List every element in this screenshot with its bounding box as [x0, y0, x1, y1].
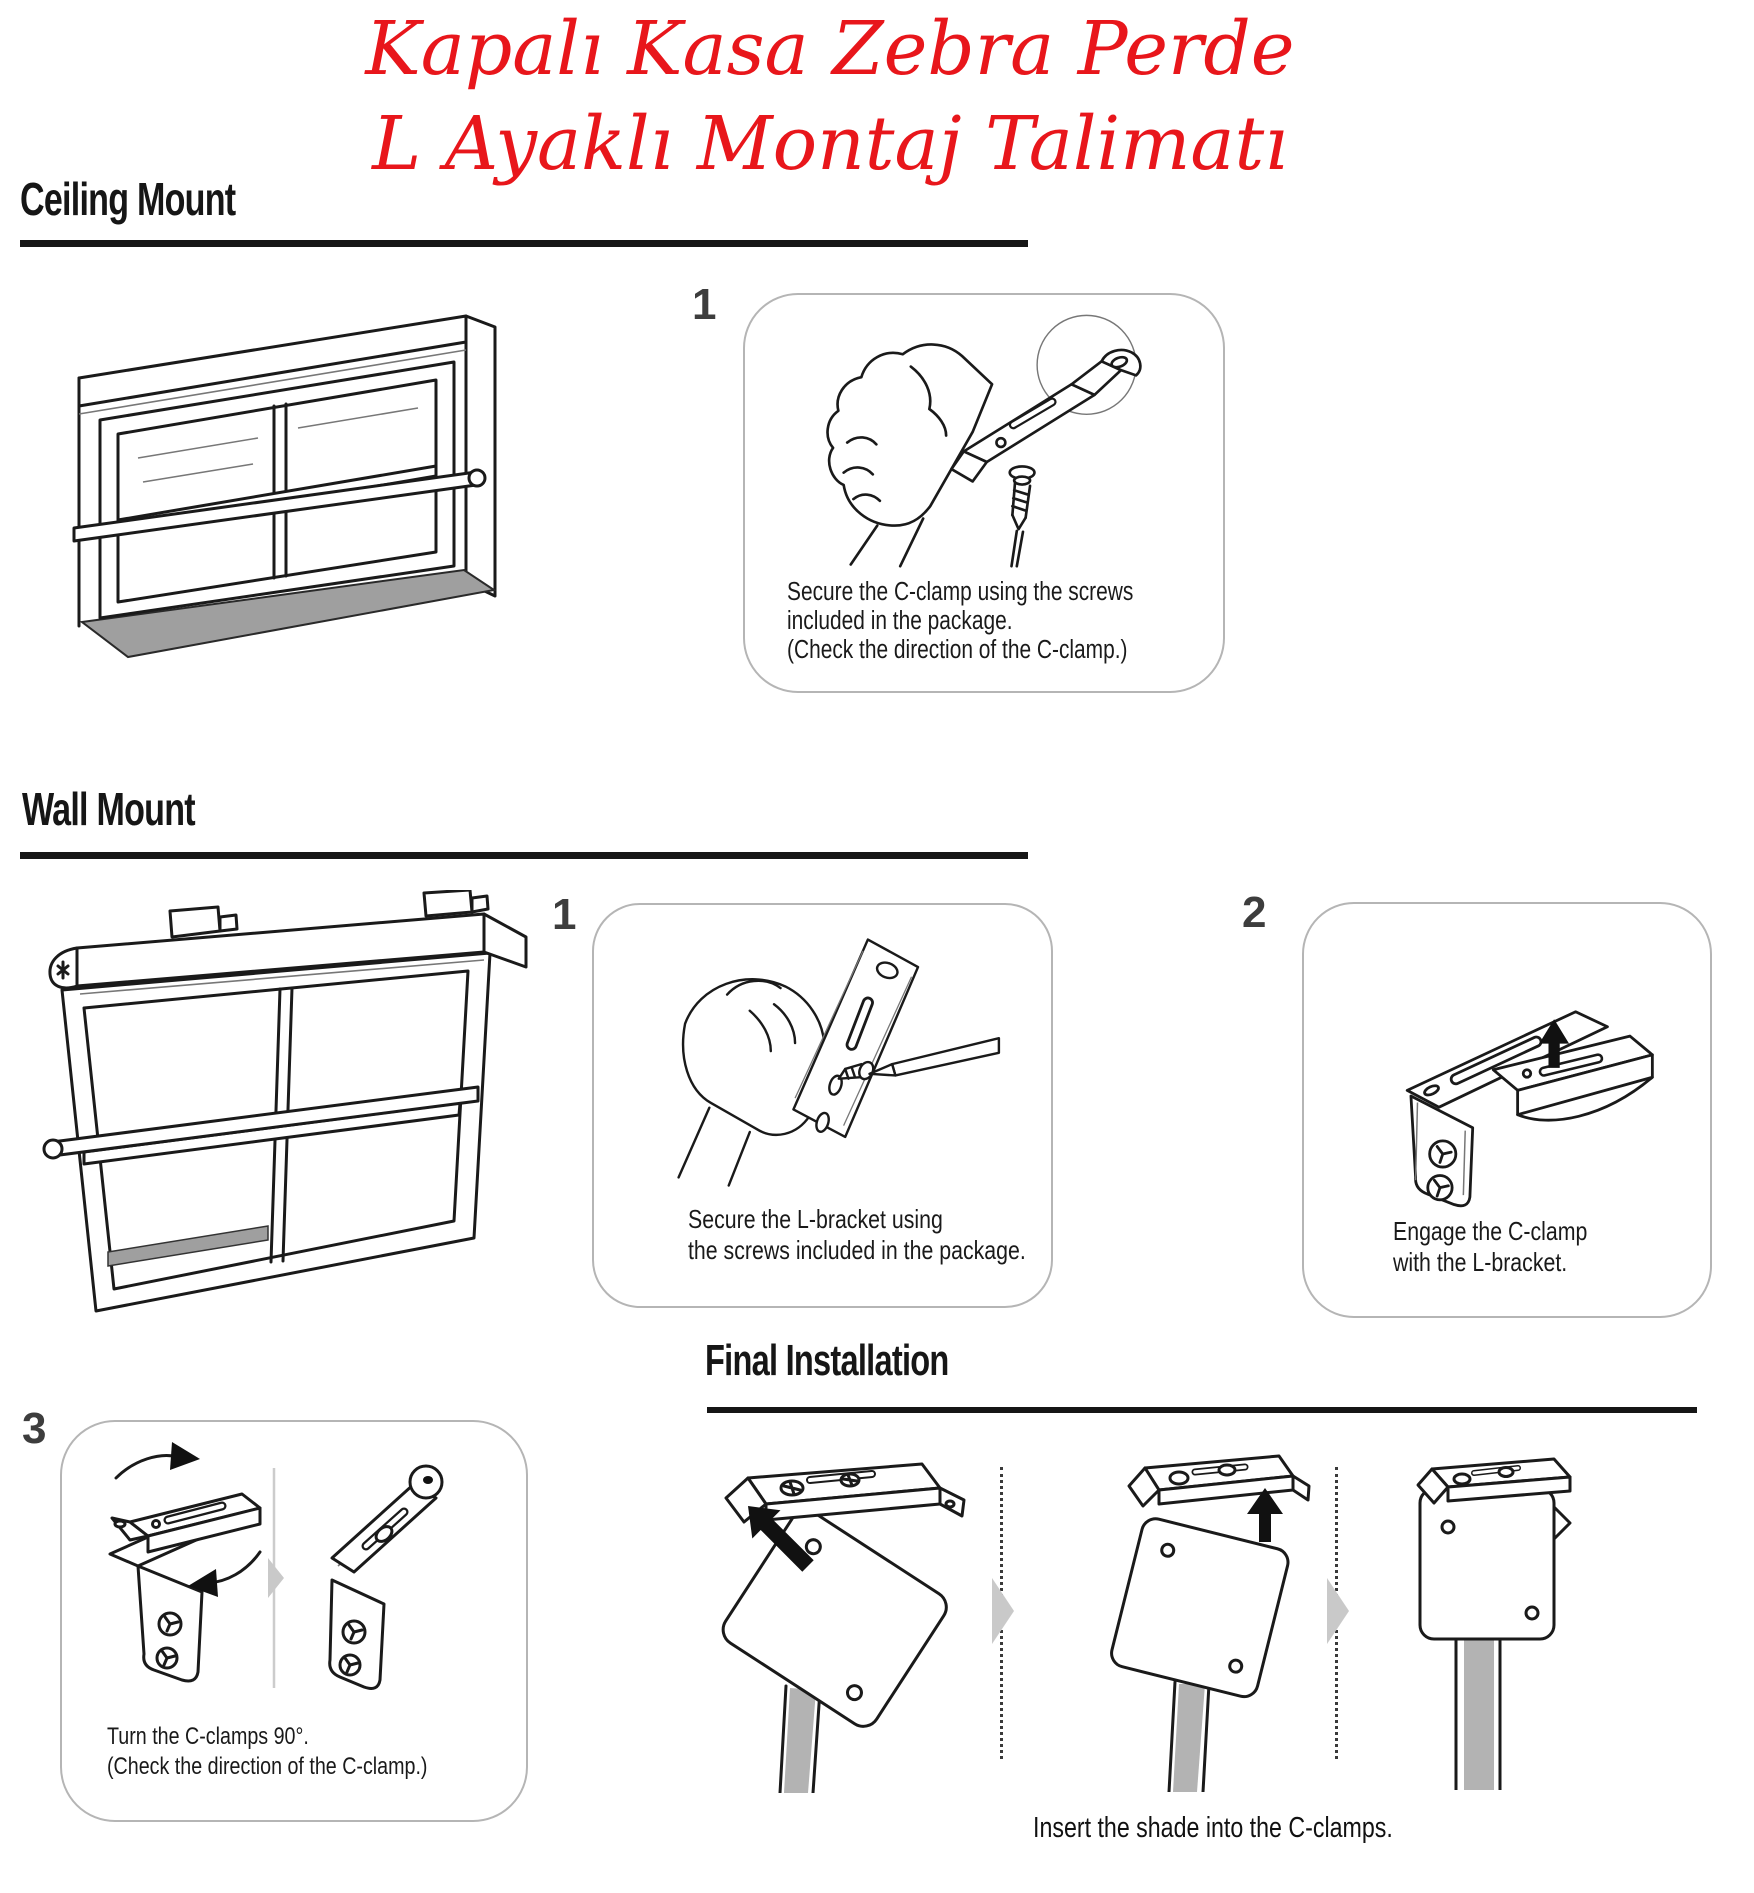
caption-line: the screws included in the package. — [688, 1235, 1026, 1265]
step-number-final-3: 3 — [22, 1404, 47, 1453]
section-heading-final: Final Installation — [705, 1336, 949, 1385]
shade-insert-step1-illustration — [640, 1448, 975, 1793]
caption-line: Secure the L-bracket using — [688, 1204, 943, 1234]
step-number-wall-1: 1 — [552, 890, 577, 939]
caption-line: Turn the C-clamps 90°. — [107, 1723, 309, 1750]
caption-ceiling-step1 — [787, 578, 1209, 665]
caption-line: (Check the direction of the C-clamp.) — [787, 636, 1128, 664]
caption-line: included in the package. — [787, 607, 1013, 635]
ceiling-window-illustration — [48, 266, 518, 661]
c-clamp-rotate-illustration — [72, 1432, 517, 1722]
next-step-chevron-icon — [992, 1578, 1016, 1644]
title-line-1: Kapalı Kasa Zebra Perde — [365, 6, 1295, 92]
shade-seated-illustration — [1398, 1445, 1578, 1790]
caption-wall-step2 — [1393, 1216, 1630, 1278]
step-number-wall-2: 2 — [1242, 888, 1267, 937]
hand-c-clamp-screw-illustration — [775, 303, 1195, 568]
caption-line: Engage the C-clamp — [1393, 1216, 1588, 1246]
caption-line: with the L-bracket. — [1393, 1247, 1568, 1277]
section-heading-wall: Wall Mount — [22, 783, 195, 835]
hand-l-bracket-screwdriver-illustration — [625, 925, 1025, 1200]
wall-window-roller-illustration — [22, 890, 567, 1315]
section-rule-final — [707, 1407, 1697, 1413]
title-line-2: L Ayaklı Montaj Talimatı — [372, 101, 1288, 187]
section-rule-wall — [20, 852, 1028, 859]
caption-line: Insert the shade into the C-clamps. — [1033, 1812, 1393, 1844]
caption-line: (Check the direction of the C-clamp.) — [107, 1753, 428, 1780]
next-step-chevron-icon — [1327, 1578, 1351, 1644]
step-number-ceiling-1: 1 — [692, 280, 717, 329]
caption-final-install — [1033, 1812, 1483, 1845]
document-title — [0, 2, 1660, 192]
section-rule-ceiling — [20, 240, 1028, 247]
caption-wall-step1 — [688, 1204, 1100, 1266]
c-clamp-l-bracket-engage-illustration — [1352, 950, 1672, 1212]
shade-insert-step2-illustration — [1093, 1442, 1313, 1792]
caption-final-step3 — [107, 1722, 498, 1782]
next-step-chevron-icon — [268, 1558, 284, 1598]
section-heading-ceiling: Ceiling Mount — [20, 173, 236, 225]
caption-line: Secure the C-clamp using the screws — [787, 578, 1134, 606]
